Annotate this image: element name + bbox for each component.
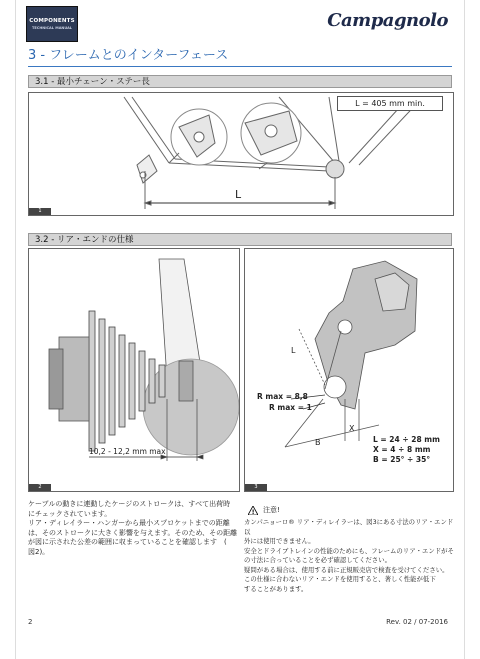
figure-3 <box>244 248 454 492</box>
figure-number: 2 <box>29 484 51 491</box>
offset-label: X <box>349 424 355 433</box>
page-number: 2 <box>28 618 33 626</box>
components-logo: COMPONENTS TECHNICAL MANUAL <box>26 6 78 42</box>
dropout-specs: L = 24 ÷ 28 mm X = 4 ÷ 8 mm B = 25° ÷ 35° <box>373 435 440 464</box>
warning-header: ! 注意! <box>248 505 280 515</box>
cassette-diagram <box>29 249 239 491</box>
manual-page <box>16 0 464 659</box>
chainstay-spec-box: L = 405 mm min. <box>337 96 443 111</box>
campagnolo-logo: Campagnolo <box>327 10 448 31</box>
figure-1 <box>28 92 454 216</box>
cage-stroke-text: ケーブルの動きに連動したケージのストロークは、すべて出荷時 にチェックされています。 リア・ディレイラー・ハンガーから最小スプロケットまでの距離 は、そのストロークに大きく影響を与えます。そのため、その距離 が図に示された公差の範囲に収まっていることを確認します ( 図2)。 <box>28 500 238 556</box>
dropout-warning-text: カンパニョーロ® リア・ディレイラーは、図3にある寸法のリア・エンド以 外には使用できません。 安全とドライブトレインの性能のためにも、フレームのリア・エンドがそ の寸法に合っていることを必ず確認してください。 疑問がある場合は、使用する前に正規販売店で検査を受けてください。 この仕様に合わないリア・エンドを使用すると、著しく性能が低下 することがあります。 <box>244 518 454 593</box>
subsection-title-3-1: 3.1 - 最小チェーン・ステー長 <box>28 75 452 88</box>
figure-number: 3 <box>245 484 267 491</box>
figure-number: 1 <box>29 208 51 215</box>
subsection-title-3-2: 3.2 - リア・エンドの仕様 <box>28 233 452 246</box>
radius-label-1: R max = 8,8 <box>257 392 308 401</box>
figure-2 <box>28 248 240 492</box>
radius-label-2: R max = 1 <box>269 403 312 412</box>
svg-text:!: ! <box>251 508 255 515</box>
revision-label: Rev. 02 / 07-2016 <box>386 618 448 626</box>
section-title: 3 - フレームとのインターフェース <box>28 46 452 67</box>
frame-diagram <box>29 93 453 215</box>
length-label: L <box>291 346 296 355</box>
angle-label: B <box>315 438 321 447</box>
axle-dimension-label: 10,2 - 12,2 mm max <box>89 447 166 456</box>
warning-icon <box>248 506 258 515</box>
dimension-label-l: L <box>235 188 242 201</box>
